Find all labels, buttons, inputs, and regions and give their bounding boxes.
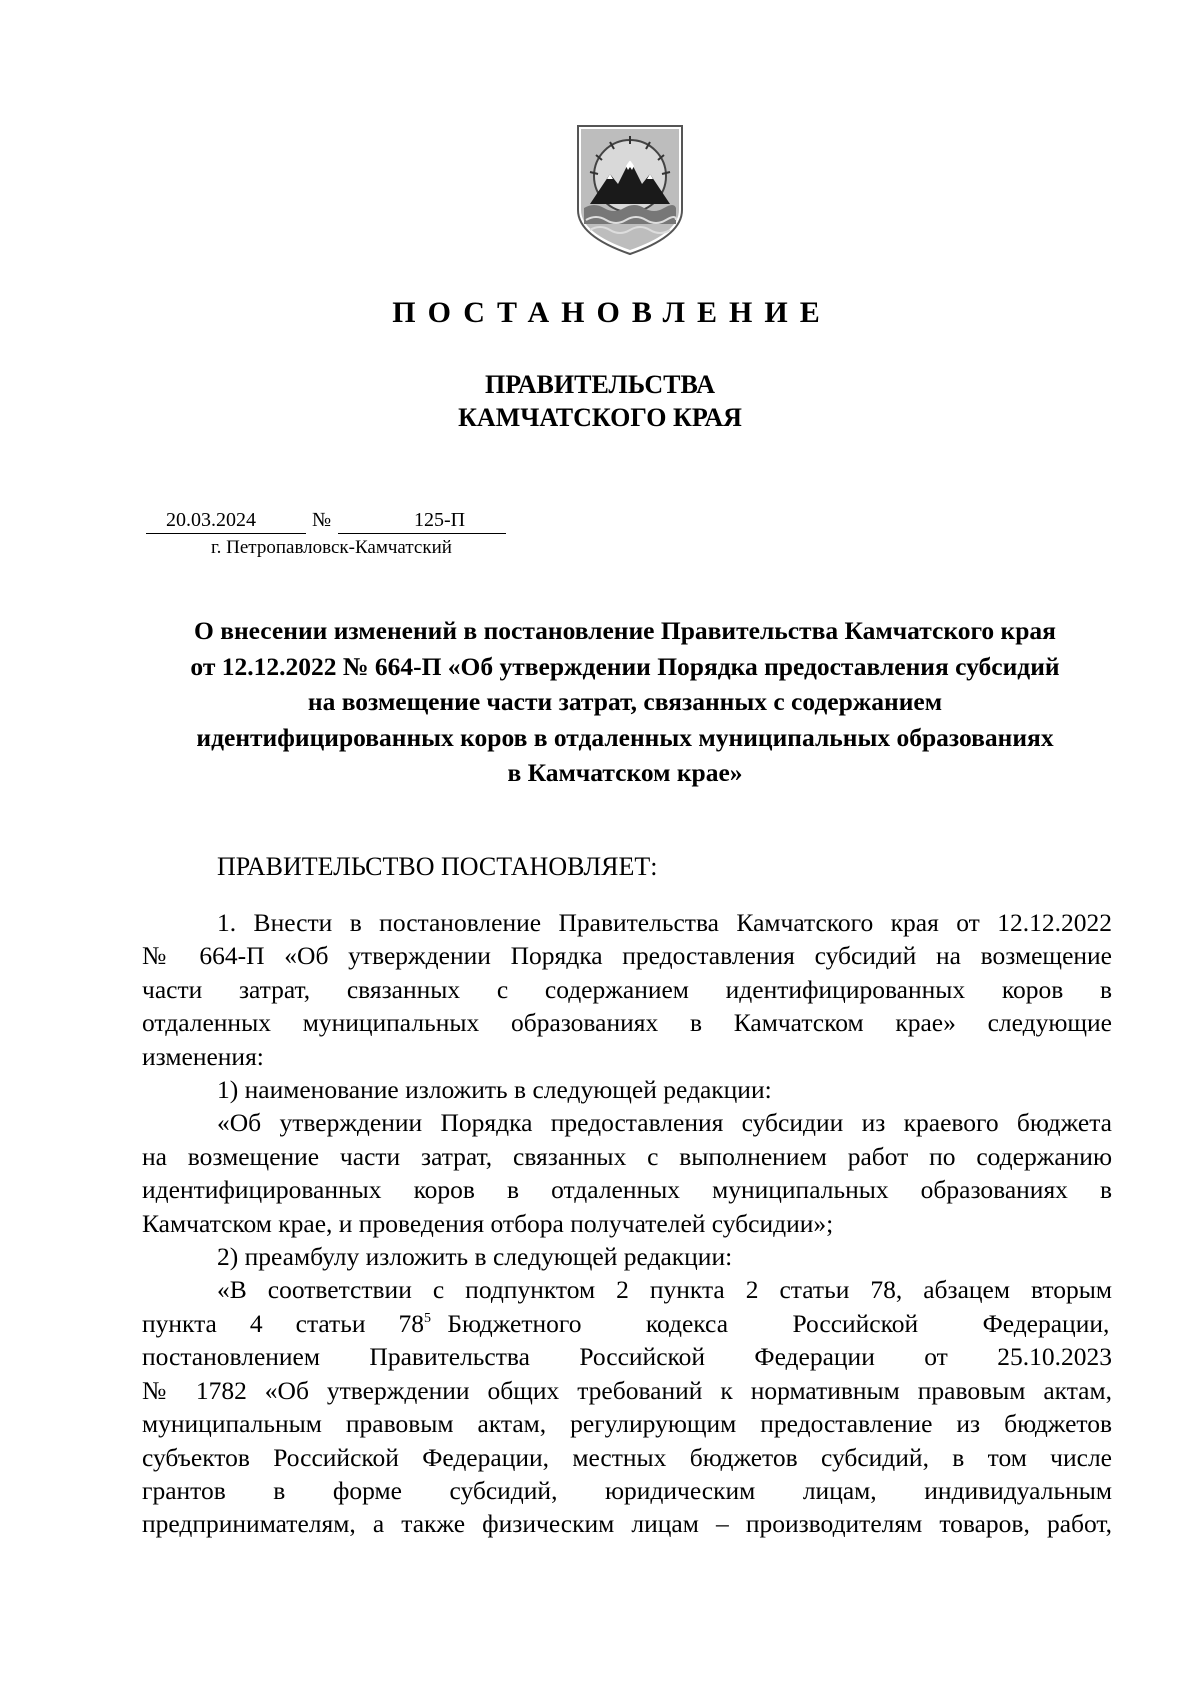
document-requisites <box>146 509 546 537</box>
body-line: грантов в форме субсидий, юридическим лицам, индивидуальным <box>142 1475 1112 1505</box>
document-date: 20.03.2024 <box>166 509 256 531</box>
body-line: 1. Внести в постановление Правительства Камчатского края от 12.12.2022 <box>217 908 1112 937</box>
body-line: на возмещение части затрат, связанных с выполнением работ по содержанию <box>142 1141 1112 1171</box>
issuing-authority <box>0 368 1200 434</box>
body-line-with-superscript <box>142 1307 1112 1340</box>
document-number: 125-П <box>414 509 466 531</box>
body-line: отдаленных муниципальных образованиях в Камчатском крае» следующие <box>142 1008 1112 1038</box>
superscript: 5 <box>424 1310 431 1326</box>
issuing-authority-line-1: ПРАВИТЕЛЬСТВА <box>485 370 715 399</box>
document-body <box>142 906 1112 1541</box>
body-line: идентифицированных коров в отдаленных муниципальных образованиях в <box>142 1175 1112 1205</box>
subject-line: идентифицированных коров в отдаленных муниципальных образованиях <box>196 722 1054 752</box>
body-line: № 664-П «Об утверждении Порядка предоставления субсидий на возмещение <box>142 941 1112 971</box>
date-underline <box>146 533 306 534</box>
decree-phrase: ПРАВИТЕЛЬСТВО ПОСТАНОВЛЯЕТ: <box>217 852 658 881</box>
document-city: г. Петропавловск-Камчатский <box>211 537 452 558</box>
issuing-authority-line-2: КАМЧАТСКОГО КРАЯ <box>458 403 742 432</box>
body-line: предпринимателям, а также физическим лицам – производителям товаров, работ, <box>142 1509 1112 1539</box>
body-line: части затрат, связанных с содержанием идентифицированных коров в <box>142 974 1112 1004</box>
document-subject <box>140 613 1110 791</box>
body-line: 1) наименование изложить в следующей редакции: <box>217 1075 772 1105</box>
body-line: Камчатском крае, и проведения отбора получателей субсидии»; <box>142 1208 834 1238</box>
body-line: изменения: <box>142 1041 264 1071</box>
subject-line: от 12.12.2022 № 664-П «Об утверждении Порядка предоставления субсидий <box>190 651 1060 681</box>
number-underline <box>338 533 506 534</box>
body-line: № 1782 «Об утверждении общих требований к нормативным правовым актам, <box>142 1375 1112 1405</box>
body-line: «В соответствии с подпунктом 2 пункта 2 статьи 78, абзацем вторым <box>217 1275 1112 1305</box>
body-line: субъектов Российской Федерации, местных бюджетов субсидий, в том числе <box>142 1442 1112 1472</box>
document-type-title: ПОСТАНОВЛЕНИЕ <box>392 296 832 329</box>
subject-line: на возмещение части затрат, связанных с содержанием <box>307 687 943 716</box>
subject-line: в Камчатском крае» <box>507 758 743 787</box>
number-sign: № <box>312 509 332 531</box>
subject-line: О внесении изменений в постановление Правительства Камчатского края <box>194 616 1056 645</box>
body-text: Бюджетного кодекса Российской Федерации, <box>447 1308 1110 1338</box>
body-line: постановлением Правительства Российской Федерации от 25.10.2023 <box>142 1342 1112 1372</box>
body-line: 2) преамбулу изложить в следующей редакции: <box>217 1242 733 1272</box>
body-text: пункта 4 статьи 78 <box>142 1308 424 1338</box>
body-line: «Об утверждении Порядка предоставления субсидии из краевого бюджета <box>217 1108 1112 1138</box>
body-line: муниципальным правовым актам, регулирующим предоставление из бюджетов <box>142 1409 1112 1439</box>
kamchatka-coat-of-arms-icon <box>576 124 684 256</box>
